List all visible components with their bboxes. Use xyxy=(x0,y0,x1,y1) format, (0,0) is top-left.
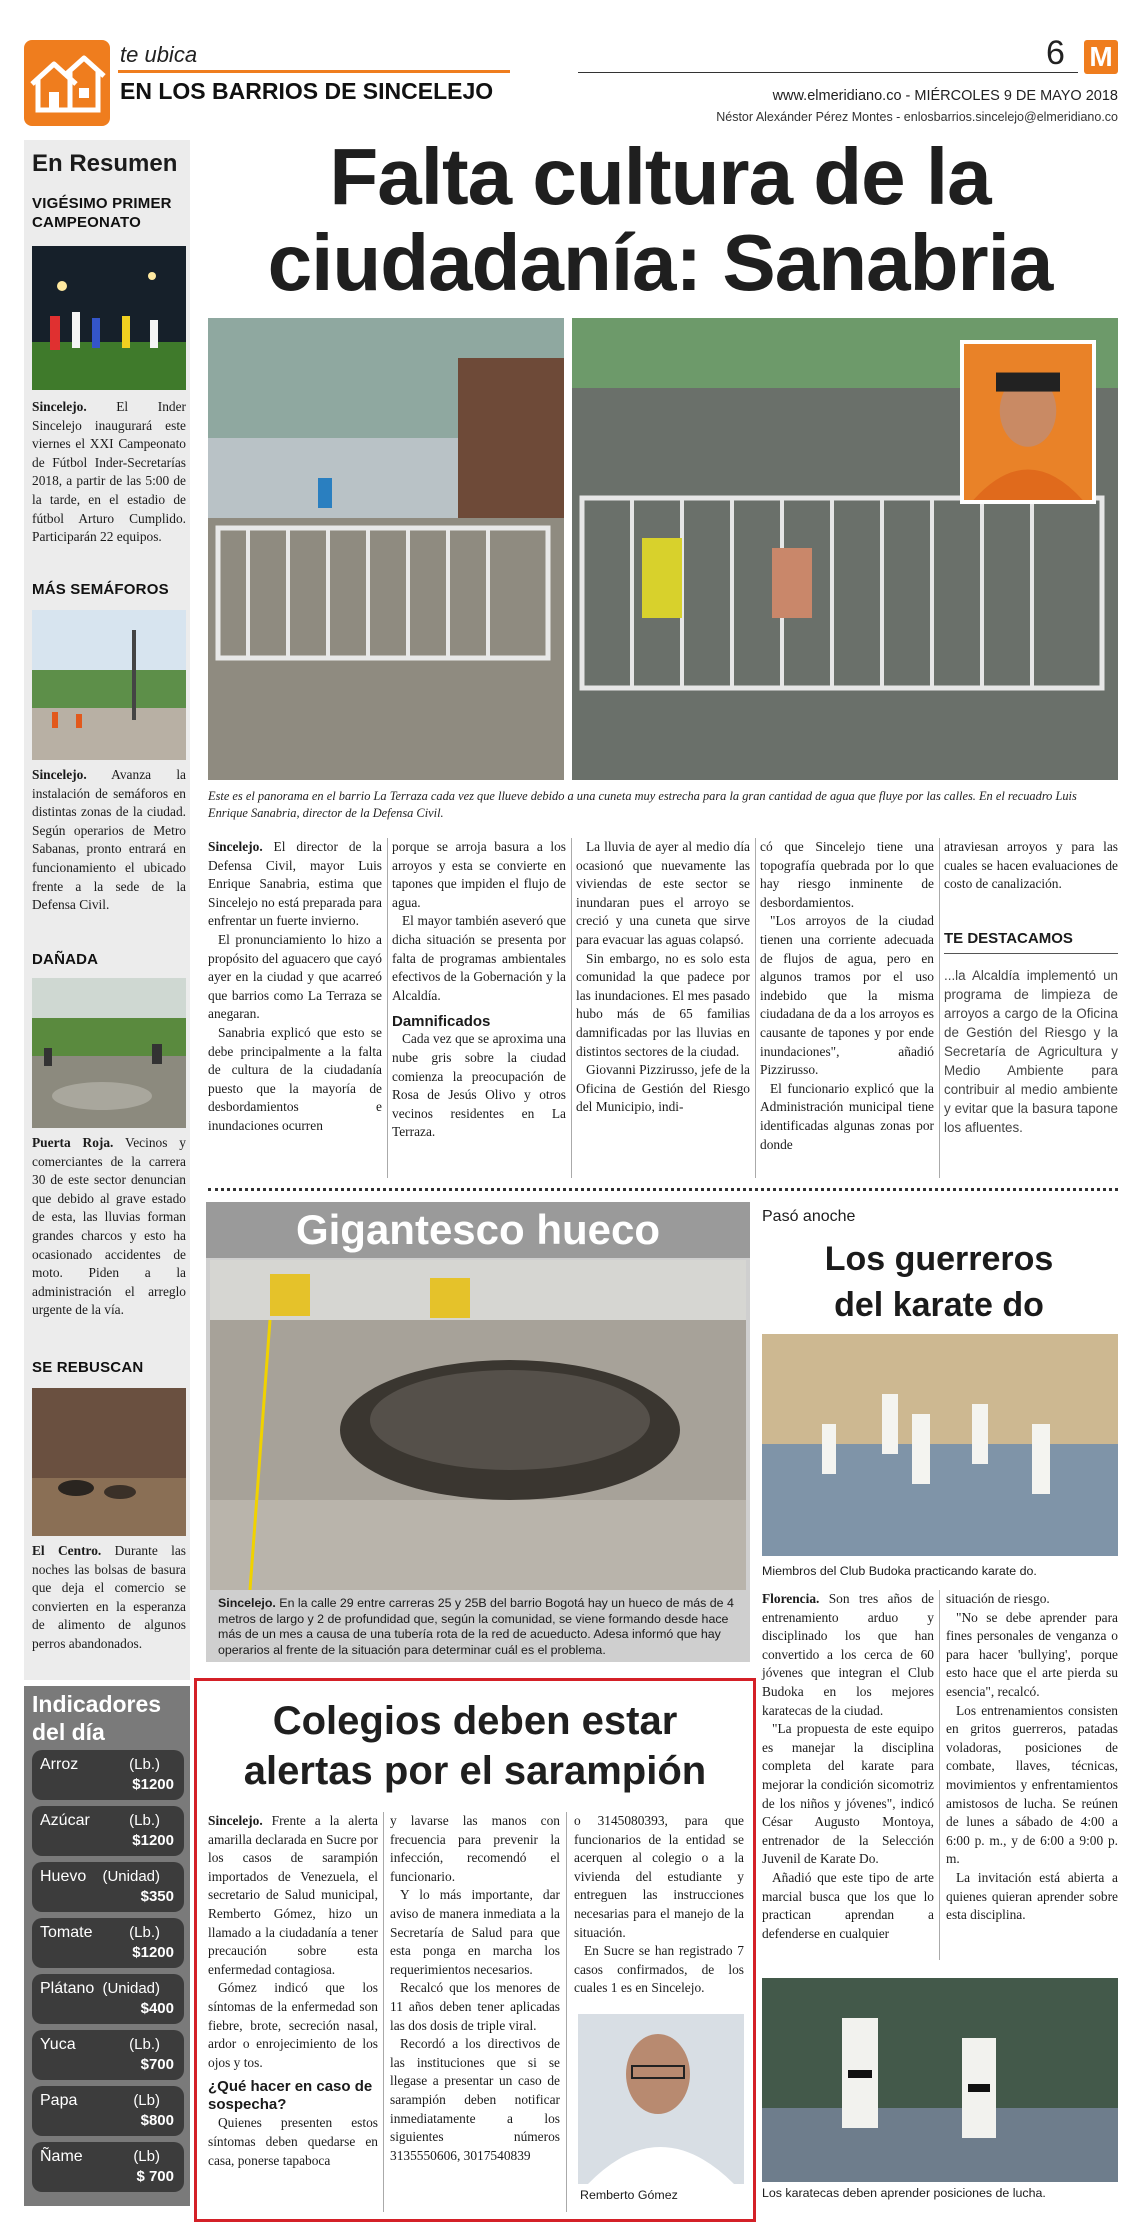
karate-title: Los guerreros del karate do xyxy=(824,1240,1054,1324)
photo-caption-gomez: Remberto Gómez xyxy=(580,2188,678,2202)
main-story-col-5 xyxy=(944,838,1118,1137)
section-separator xyxy=(208,1188,1118,1191)
karate-caption-2: Los karatecas deben aprender posiciones de lucha. xyxy=(762,2186,1046,2200)
paragraph: Los entrenamientos consisten en gritos guerreros, patadas voladoras, posiciones de combate, llaves, técnicas, movimientos y enfrentamientos amistosos de lucha. Se reúnen de lunes a sábado de 4:00 a 6:00 p. m., y de 6:00 a 9:00 p. m. xyxy=(946,1702,1118,1867)
paragraph: Florencia. Son tres años de entrenamiento arduo y disciplinado los que han convertido a los cerca de 60 jóvenes que integran el Club Budoka en los mejores karatecas de la ciudad. xyxy=(762,1591,934,1718)
paragraph: Sanabria explicó que esto se debe principalmente a la falta de cultura de la ciudadanía puesto que la mayoría de desbordamientos e inundaciones ocurren xyxy=(208,1024,382,1133)
paragraph: En Sucre se han registrado 7 casos confirmados, de los cuales 1 es en Sincelejo. xyxy=(574,1943,744,1996)
subheading: Damnificados xyxy=(392,1013,491,1031)
karate-col-1 xyxy=(762,1590,934,1943)
paragraph: La invitación está abierta a quienes quieran aprender sobre esta disciplina. xyxy=(946,1869,1118,1923)
hueco-caption: Sincelejo. En la calle 29 entre carreras 25 y 25B del barrio Bogotá hay un hueco de más de 4 metros de largo y 2 de profundidad que, según la comunidad, se viene formando desde hace más de un mes a causa de una tubería rota de la red de acueducto. Adesa informó que hay operarios al frente de la situación para determinar cuál es el problema. xyxy=(218,1596,734,1657)
byline: Néstor Alexánder Pérez Montes - enlosbarrios.sincelejo@elmeridiano.co xyxy=(716,110,1118,124)
indicator-row: Plátano (Unidad) $400 xyxy=(32,1974,184,2024)
brand-logo: M xyxy=(1084,40,1118,74)
main-story-col-1 xyxy=(208,838,382,1136)
indicator-row: Tomate (Lb.) $1200 xyxy=(32,1918,184,1968)
main-story-col-2 xyxy=(392,838,566,1142)
karate-photo-1 xyxy=(762,1334,1118,1556)
te-destacamos-text: ...la Alcaldía implementó un programa de limpieza de arroyos a cargo de la Oficina de Gestión del Riesgo y la Secretaría de Agricultura y Medio Ambiente para contribuir al medio ambiente y evitar que la basura tapone los afluentes. xyxy=(944,967,1118,1135)
paragraph: "Los arroyos de la ciudad tienen una corriente adecuada de flujos de agua, pero en algunos tramos por el uso indebido que la misma ciudadana de da a los arroyos es causante de tapones y por ende inundaciones", añadió Pizzirusso. xyxy=(760,913,934,1078)
main-story-col-4 xyxy=(760,838,934,1154)
paragraph: Sincelejo. Frente a la alerta amarilla declarada en Sucre por los casos de sarampión importados de Venezuela, el secretario de Salud municipal, Remberto Gómez, hizo un llamado a la ciudadanía a tener precaución sobre esta enfermedad contagiosa. xyxy=(208,1813,378,1977)
main-headline: Falta cultura de la ciudadanía: Sanabria xyxy=(267,132,1053,307)
paragraph: "La propuesta de este equipo es manejar la disciplina completa del karate para mejorar la condición sicomotriz de los niños y jóvenes", indicó César Augusto Montoya, entrenador de la Selección Juvenil de Karate Do. xyxy=(762,1721,934,1867)
subheading: ¿Qué hacer en caso de sospecha? xyxy=(208,2078,373,2114)
sidebar-title: En Resumen xyxy=(32,150,178,177)
house-icon xyxy=(24,40,110,126)
column-rule xyxy=(566,1812,567,2212)
paragraph: Sin embargo, no es solo esta comunidad la que padece por las inundaciones. El mes pasado hubo más de 65 familias damnificadas por las lluvias en distintos sectores de la ciudad. xyxy=(576,950,750,1059)
paragraph: Recordó a los directivos de las instituciones que si se llegase a presentar un caso de sarampión deben notificar inmediatamente a los siguientes números 3135550606, 3017540839 xyxy=(390,2036,560,2163)
sidebar-heading: SE REBUSCAN xyxy=(32,1359,144,1376)
karate-photo-2 xyxy=(762,1978,1118,2182)
indicator-row: Papa (Lb) $800 xyxy=(32,2086,184,2136)
sidebar-photo-flooded-street xyxy=(32,978,186,1128)
paragraph: El mayor también aseveró que dicha situación se presenta por falta de programas ambientales efectivos de la Gobernación y la Alcaldía. xyxy=(392,913,566,1003)
indicators-title: Indicadores del día xyxy=(32,1691,162,1745)
paragraph: y lavarse las manos con frecuencia para prevenir la infección, recomendó el funcionario. xyxy=(390,1813,560,1884)
column-rule xyxy=(571,838,572,1178)
paragraph: Gómez indicó que los síntomas de la enfermedad son fiebre, brote, secreción nasal, ardor o enrojecimiento de los ojos y tos. xyxy=(208,1980,378,2070)
paragraph: Quienes presenten estos síntomas deben quedarse en casa, ponerse tapaboca xyxy=(208,2115,378,2168)
column-rule xyxy=(755,838,756,1178)
section-title: EN LOS BARRIOS DE SINCELEJO xyxy=(120,78,494,104)
paragraph: o 3145080393, para que funcionarios de la entidad se acerquen al colegio o a la vivienda del estudiante y entreguen las instrucciones necesarias para el manejo de la situación. xyxy=(574,1813,744,1940)
sidebar-item-text: El Centro. Durante las noches las bolsas de basura que deja el comercio se convierten en la esperanza de alimento de algunos perros abandonados. xyxy=(32,1543,186,1651)
inset-photo-sanabria xyxy=(960,340,1096,504)
paragraph: El funcionario explicó que la Administración municipal tiene identificadas algunas zonas por donde xyxy=(760,1080,934,1152)
sidebar-item-text: Puerta Roja. Vecinos y comerciantes de la carrera 30 de este sector denuncian que debido al grave estado de esta, las lluvias forman grandes charcos y esto ha ocasionado accidentes de moto. Piden a la administración el arreglo urgente de la vía. xyxy=(32,1135,186,1318)
header-rule xyxy=(118,70,510,73)
column-rule xyxy=(939,1590,940,1960)
section-kicker: te ubica xyxy=(120,42,198,67)
sidebar-item-text: Sincelejo. Avanza la instalación de semáforos en distintas zonas de la ciudad. Según operarios de Metro Sabanas, pronto entrará en funcionamiento el ubicado frente a la sede de la Defensa Civil. xyxy=(32,767,186,913)
sidebar-heading: VIGÉSIMO PRIMER CAMPEONATO xyxy=(32,195,172,231)
indicator-row: Azúcar (Lb.) $1200 xyxy=(32,1806,184,1856)
paragraph: Y lo más importante, dar aviso de manera inmediata a la Secretaría de Salud para que esta ponga en marcha los requerimientos necesarios. xyxy=(390,1887,560,1977)
te-destacamos-title: TE DESTACAMOS xyxy=(944,929,1073,947)
sidebar-item-text: Sincelejo. El Inder Sincelejo inaugurará este viernes el XXI Campeonato de Fútbol Inder-Secretarías 2018, a partir de las 5:00 de la tarde, en el estadio de fútbol Arturo Cumplido. Participarán 22 equipos. xyxy=(32,399,186,545)
paragraph: Recalcó que los menores de 11 años deben tener aplicadas las dos dosis de triple viral. xyxy=(390,1980,560,2033)
indicator-row: Arroz (Lb.) $1200 xyxy=(32,1750,184,1800)
karate-caption-1: Miembros del Club Budoka practicando karate do. xyxy=(762,1564,1037,1578)
main-photo-caption: Este es el panorama en el barrio La Terraza cada vez que llueve debido a una cuneta muy estrecha para la gran cantidad de agua que fluye por las calles. En el recuadro Luis Enrique Sanabria, director de la Defensa Civil. xyxy=(208,789,1077,820)
main-photo-flood-left xyxy=(208,318,564,780)
dateline: www.elmeridiano.co - MIÉRCOLES 9 DE MAYO 2018 xyxy=(772,88,1118,104)
sidebar-photo-dogs xyxy=(32,1388,186,1536)
section-logo xyxy=(24,40,110,126)
paragraph: Añadió que este tipo de arte marcial busca que los que lo practican aprendan a defenderse en cualquier xyxy=(762,1869,934,1941)
page-number: 6 xyxy=(1046,34,1065,72)
main-story-col-3 xyxy=(576,838,750,1117)
sarampion-col-3 xyxy=(574,1812,744,1998)
indicator-row: Ñame (Lb) $ 700 xyxy=(32,2142,184,2192)
sidebar-photo-traffic-light xyxy=(32,610,186,760)
karate-col-2 xyxy=(946,1590,1118,1925)
top-rule xyxy=(578,72,1078,73)
paragraph: Cada vez que se aproxima una nube gris sobre la ciudad comienza la preocupación de Rosa de Jesús Olivo y otros vecinos residentes en La Terraza. xyxy=(392,1031,566,1140)
karate-kicker: Pasó anoche xyxy=(762,1208,856,1225)
paragraph: porque se arroja basura a los arroyos y esta se convierte en tapones que impiden el flujo de agua. xyxy=(392,839,566,910)
hueco-title: Gigantesco hueco xyxy=(295,1206,661,1253)
paragraph: atraviesan arroyos y para las cuales se hacen evaluaciones de costo de canalización. xyxy=(944,839,1118,892)
indicator-row: Yuca (Lb.) $700 xyxy=(32,2030,184,2080)
paragraph: "No se debe aprender para fines personales de venganza o para hacer 'bullying', porque esto hace que el arte pierda su esencia", recalcó. xyxy=(946,1609,1118,1699)
paragraph: La lluvia de ayer al medio día ocasionó que nuevamente las viviendas de este sector se inundaran pues el arroyo se creció y una cuneta que sirve para evacuar las aguas colapsó. xyxy=(576,839,750,947)
sidebar-heading: MÁS SEMÁFOROS xyxy=(32,581,169,598)
paragraph: situación de riesgo. xyxy=(946,1591,1050,1606)
paragraph: Giovanni Pizzirusso, jefe de la Oficina de Gestión del Riesgo del Municipio, indi- xyxy=(576,1062,750,1115)
paragraph: Sincelejo. El director de la Defensa Civil, mayor Luis Enrique Sanabria, estima que Sincelejo no está preparada para enfrentar un fuerte invierno. xyxy=(208,839,382,929)
indicator-row: Huevo (Unidad) $350 xyxy=(32,1862,184,1912)
sarampion-col-2 xyxy=(390,1812,560,2165)
column-rule xyxy=(387,838,388,1178)
paragraph: có que Sincelejo tiene una topografía quebrada por lo que hay riesgo inminente de desbordamientos. xyxy=(760,839,934,910)
sarampion-col-1 xyxy=(208,1812,378,2170)
paragraph: El pronunciamiento lo hizo a propósito del aguacero que cayó ayer en la ciudad y que acarreó que barrios como La Terraza se anegaran. xyxy=(208,931,382,1022)
sidebar-photo-stadium xyxy=(32,246,186,390)
sarampion-title: Colegios deben estar alertas por el sarampión xyxy=(243,1699,707,1793)
column-rule xyxy=(383,1812,384,2212)
hueco-photo xyxy=(210,1260,746,1590)
main-photo-flood-right xyxy=(572,318,1118,780)
column-rule xyxy=(939,838,940,1178)
sidebar-heading: DAÑADA xyxy=(32,951,99,968)
photo-remberto-gomez xyxy=(578,2014,744,2184)
